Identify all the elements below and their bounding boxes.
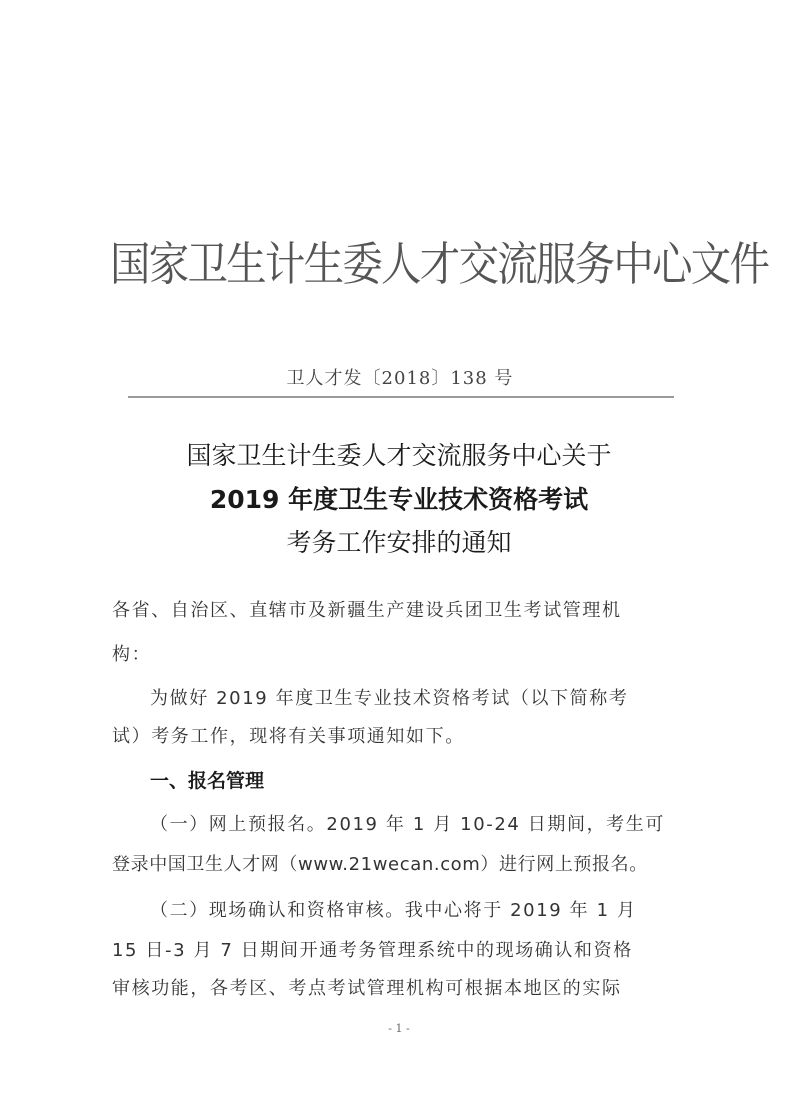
item-2-line-1: （二）现场确认和资格审核。我中心将于 2019 年 1 月	[150, 900, 637, 921]
page-number: - 1 -	[388, 1022, 410, 1035]
item-1-line-2: 登录中国卫生人才网（www.21wecan.com）进行网上预报名。	[112, 854, 648, 875]
intro-paragraph-line-2: 试）考务工作，现将有关事项通知如下。	[112, 726, 465, 747]
notice-title-line-1: 国家卫生计生委人才交流服务中心关于	[186, 441, 612, 470]
intro-paragraph-line-1: 为做好 2019 年度卫生专业技术资格考试（以下简称考	[150, 688, 629, 709]
notice-title-line-2: 2019 年度卫生专业技术资格考试	[209, 485, 589, 514]
item-2-line-3: 审核功能，各考区、考点考试管理机构可根据本地区的实际	[112, 978, 622, 999]
notice-title-line-3: 考务工作安排的通知	[286, 528, 512, 557]
item-1-line-1: （一）网上预报名。2019 年 1 月 10-24 日期间，考生可	[150, 814, 665, 835]
addressee-line-2: 构：	[112, 644, 152, 665]
addressee-line-1: 各省、自治区、直辖市及新疆生产建设兵团卫生考试管理机	[112, 600, 622, 621]
section-heading-registration: 一、报名管理	[150, 770, 265, 792]
document-header-title: 国家卫生计生委人才交流服务中心文件	[110, 237, 769, 291]
document-number: 卫人才发〔2018〕138 号	[286, 368, 514, 389]
item-2-line-2: 15 日-3 月 7 日期间开通考务管理系统中的现场确认和资格	[112, 940, 633, 961]
header-divider	[128, 396, 674, 398]
